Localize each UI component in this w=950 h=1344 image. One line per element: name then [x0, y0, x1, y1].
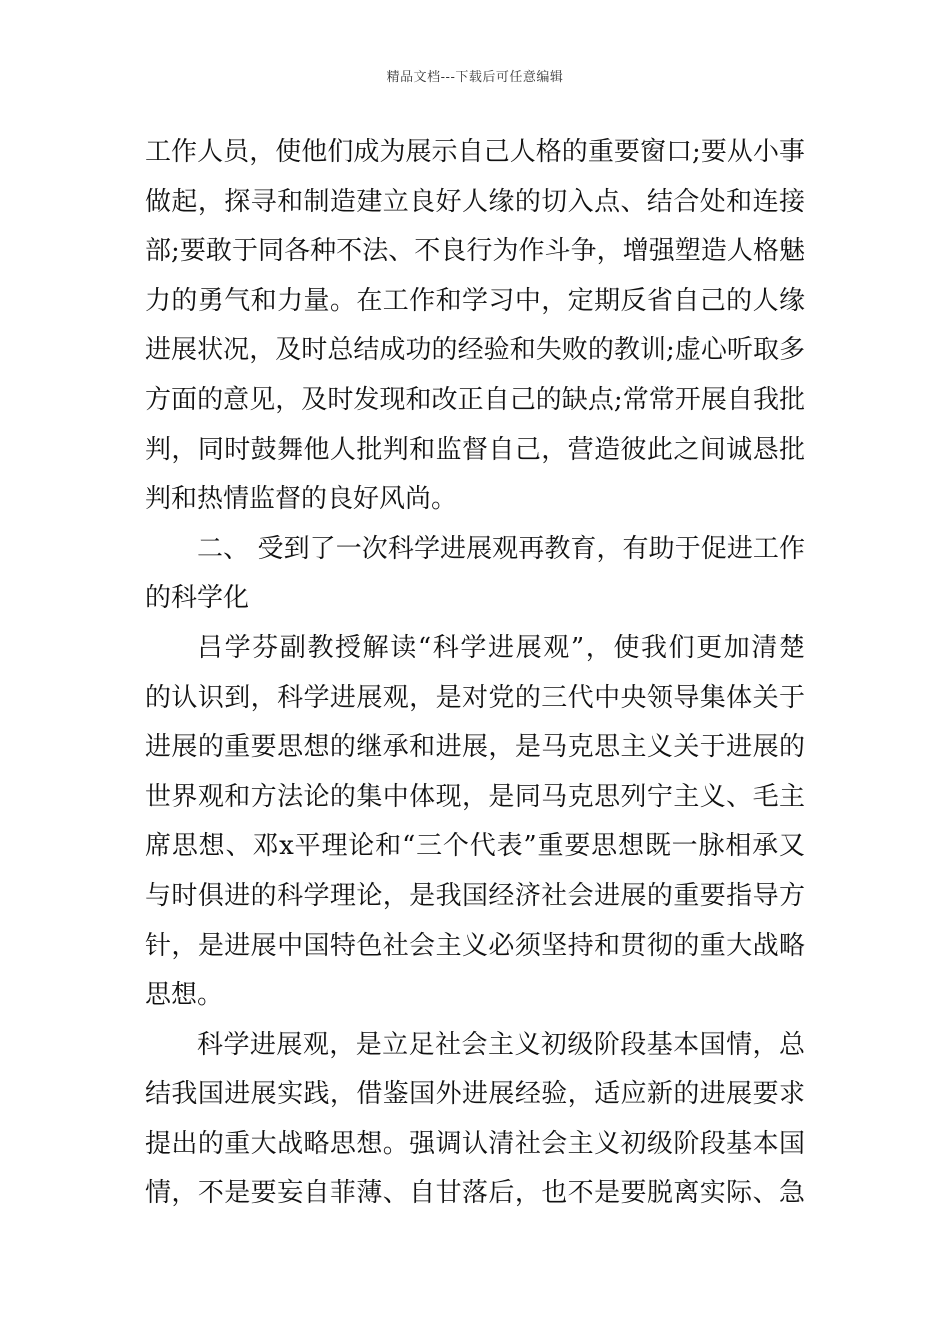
text-line: 判，同时鼓舞他人批判和监督自己，营造彼此之间诚恳批	[145, 434, 805, 465]
document-body	[145, 128, 805, 1219]
text-line: 与时俱进的科学理论，是我国经济社会进展的重要指导方	[145, 880, 805, 911]
text-line: 判和热情监督的良好风尚。	[145, 484, 458, 515]
text-line: 做起，探寻和制造建立良好人缘的切入点、结合处和连接	[145, 186, 805, 217]
text-line: 情，不是要妄自菲薄、自甘落后，也不是要脱离实际、急	[145, 1178, 805, 1209]
text-line: 科学进展观，是立足社会主义初级阶段基本国情，总	[197, 1029, 805, 1060]
text-line: 席思想、邓x平理论和“三个代表”重要思想既一脉相承又	[145, 831, 805, 862]
text-line: 方面的意见，及时发现和改正自己的缺点;常常开展自我批	[145, 384, 805, 415]
text-line: 的科学化	[145, 583, 250, 614]
text-line: 思想。	[145, 980, 224, 1011]
text-line: 结我国进展实践，借鉴国外进展经验，适应新的进展要求	[145, 1079, 805, 1110]
paragraph-3	[145, 1021, 805, 1219]
text-line: 吕学芬副教授解读“科学进展观”，使我们更加清楚	[197, 632, 805, 663]
text-line: 工作人员，使他们成为展示自己人格的重要窗口;要从小事	[145, 137, 805, 167]
text-line: 提出的重大战略思想。强调认清社会主义初级阶段基本国	[145, 1128, 805, 1159]
section-heading	[145, 525, 805, 624]
text-line: 部;要敢于同各种不法、不良行为作斗争，增强塑造人格魅	[145, 236, 805, 267]
paragraph-2	[145, 624, 805, 1021]
text-line: 进展的重要思想的继承和进展，是马克思主义关于进展的	[145, 732, 805, 763]
text-line: 世界观和方法论的集中体现，是同马克思列宁主义、毛主	[145, 781, 805, 812]
paragraph-1	[145, 128, 805, 525]
text-line: 针，是进展中国特色社会主义必须坚持和贯彻的重大战略	[145, 930, 805, 961]
text-line: 二、 受到了一次科学进展观再教育，有助于促进工作	[197, 533, 805, 564]
text-line: 进展状况，及时总结成功的经验和失败的教训;虚心听取多	[145, 335, 805, 366]
text-line: 力的勇气和力量。在工作和学习中，定期反省自己的人缘	[145, 285, 805, 316]
text-line: 的认识到，科学进展观，是对党的三代中央领导集体关于	[145, 682, 805, 713]
page-header: 精品文档---下载后可任意编辑	[386, 70, 564, 85]
